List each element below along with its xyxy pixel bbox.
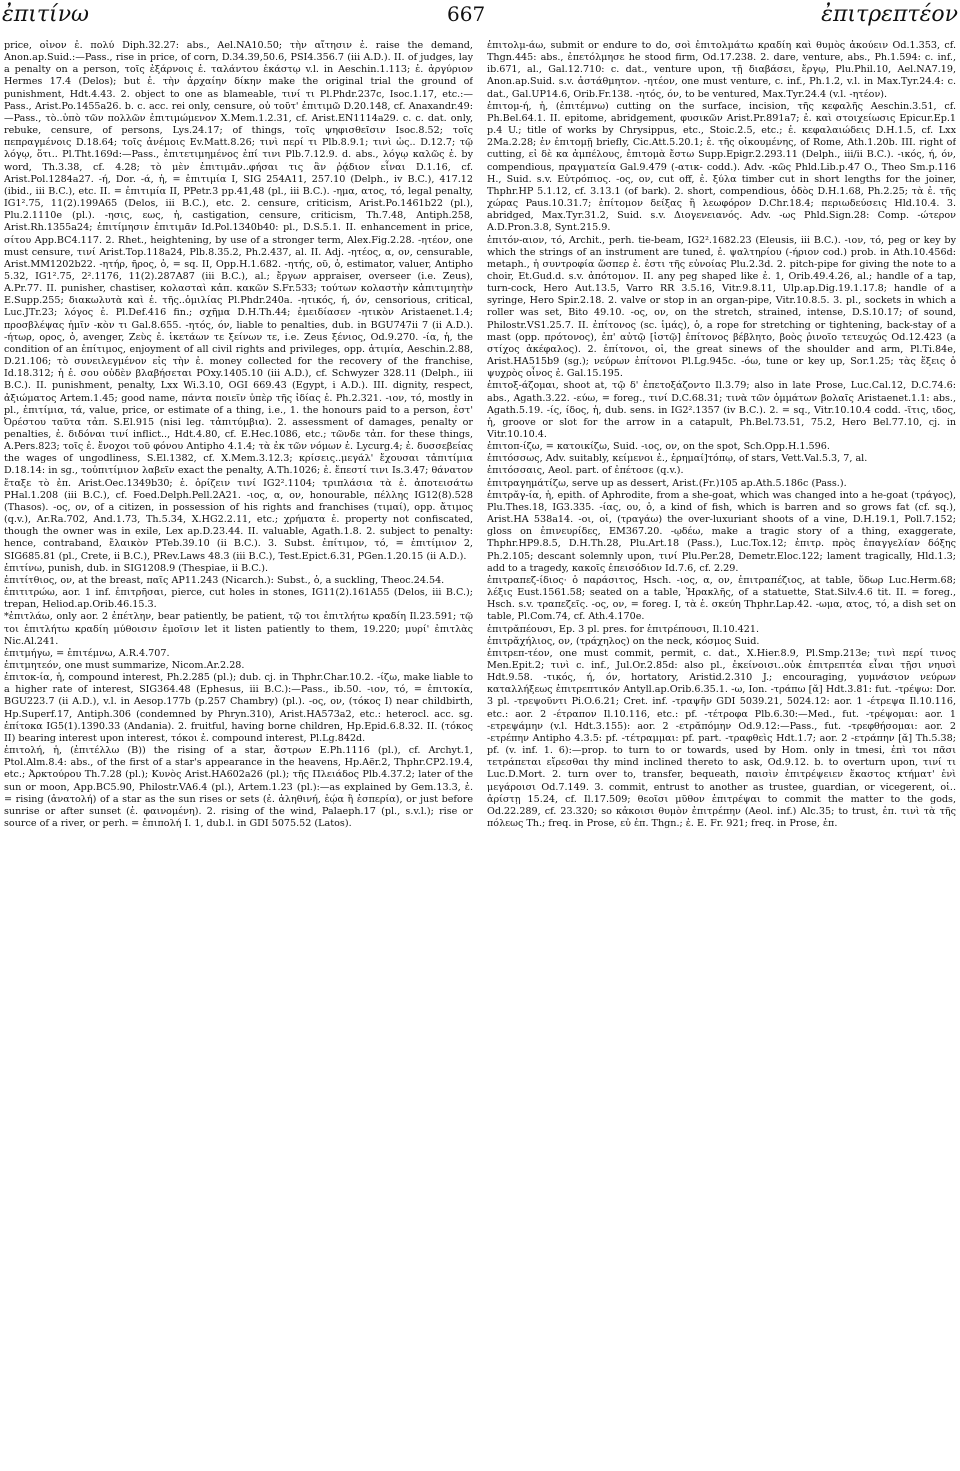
entry-paragraph: ἐπιτμητεόν, one must summarize, Nicom.Ar.2.28.	[4, 659, 245, 671]
entry-paragraph: ἐπιτολμ-άω, submit or endure to do, σοὶ ἐπιτολμάτω κραδίη καὶ θυμὸς ἀκούειν Od.1.353, cf. Thgn.445: abs., ἐπετόλμησε he stood firm, Od.17.238. 2. dare, venture, abs., Ph.1.594: c. inf., ib.671, al., Gal.12.710: c. dat., venture upon, τῇ διαβάσει, ἔργῳ, Plu.Phil.10, Ael.NA7.19, Anon.ap.Suid. s.v. ἀστάθμητον. -ητέον, one must venture, c. inf., Ph.1.2, v.l. in Max.Tyr.24.4: c. dat., Gal.UP14.6, Orib.Fr.138. -ητός, όν, to be ventured, Max.Tyr.24.4 (v.l. -ητέον).	[487, 40, 956, 100]
entry-paragraph: ἐπιτόσσαις, Aeol. part. of ἐπέτοσε (q.v.).	[487, 465, 684, 477]
entry-paragraph: ἐπιτολή, ἡ, (ἐπιτέλλω (B)) the rising of a star, ἄστρων E.Ph.1116 (pl.), cf. Archyt.1, Ptol.Alm.8.4: abs., of the first of a star's appearance in the heavens, Hp.Aër.2, Thphr.CP2.19.4, etc.; Ἀρκτούρου Th.7.28 (pl.); Κυνὸς Arist.HA602a26 (pl.); τῆς Πλειάδος Plb.4.37.2; later of the sun or moon, App.BC5.90, Philostr.VA6.4 (pl.), Artem.1.23 (pl.):—as explained by Gem.13.3, ἐ. = rising (ἀνατολή) of a star as the sun rises or sets (ἐ. ἀληθινή, ἑῴα ἢ ἑσπερία), or just before sunrise or after sunset (ἐ. φαινομένη). 2. rising of the wind, Palaeph.17 (pl., s.v.l.); rise or source of a river, or perh. = ἐπιπολή I. 1, dub.l. in GDI 5075.52 (Latos).	[4, 745, 473, 829]
entry-paragraph: ἐπιτοξ-άζομαι, shoot at, τῷ δ' ἐπετοξάζοντο Il.3.79; also in late Prose, Luc.Cal.12, D.C.74.6: abs., Agath.3.22. -εύω, = foreg., τινί D.C.68.31; τινὰ τῶν ὀμμάτων βολαῖς Aristaenet.1.1: abs., Agath.5.19. -ίς, ίδος, ἡ, dub. sens. in IG2².1357 (iv B.C.). 2. = sq., Vitr.10.10.4 codd. -ῖτις, ιδος, ἡ, groove or slot for the arrow in a catapult, Ph.Bel.73.51, 75.2, Hero Bel.77.10, cj. in Vitr.10.10.4.	[487, 380, 956, 440]
right-column	[487, 40, 956, 1465]
entry-paragraph: *ἐπιτλάω, only aor. 2 ἐπέτλην, bear patiently, be patient, τῷ τοι ἐπιτλήτω κραδίη Il.23.591; τῷ τοι ἐπιτλήτω κραδίη μύθοισιν ἐμοῖσιν let it listen patiently to them, 19.220; μυρί' ἐπιτλὰς Nic.Al.241.	[4, 611, 473, 647]
entry-paragraph: ἐπιτρᾰπέουσι, Ep. 3 pl. pres. for ἐπιτρέπουσι, Il.10.421.	[487, 623, 760, 635]
entry-paragraph: ἐπιτοκ-ία, ἡ, compound interest, Ph.2.285 (pl.); dub. cj. in Thphr.Char.10.2. -ίζω, make liable to a higher rate of interest, SIG364.48 (Ephesus, iii B.C.):—Pass., ib.50. -ιον, τό, = ἐπιτοκία, BGU223.7 (ii A.D.), v.l. in Aesop.177b (p.257 Chambry) (pl.). -ος, ον, (τόκος I) near childbirth, Hp.Superf.17, Antiph.306 (condemned by Phryn.310), Arist.HA573a2, etc.: heterocl. acc. sg. ἐπίτοκα IG5(1).1390.33 (Andania). 2. fruitful, having borne children, Hp.Epid.6.8.32. II. (τόκος II) bearing interest upon interest, τόκοι ἐ. compound interest, Pl.Lg.842d.	[4, 672, 473, 744]
right-guide-word: ἐπιτρεπτέον	[821, 2, 958, 27]
entry-paragraph: ἐπιτρεπ-τέον, one must commit, permit, c. dat., X.Hier.8.9, Pl.Smp.213e; τινὶ περί τινος Men.Epit.2; τινὶ c. inf., Jul.Or.2.85d: also pl., ἐκείνοισι..οὐκ ἐπιτρεπτέα εἶναι τῇσι νηυσὶ Hdt.9.58. -τικός, ή, όν, hortatory, Aristid.2.310 J.; encouraging, γυμνάσιον νεύρων καταλλήξεως ἐπιτρεπτικόν Antyll.ap.Orib.6.35.1. -ω, Ion. -τράπω [ᾰ] Hdt.3.81: fut. -τρέψω: Dor. 3 pl. -τρεψοῦντι Pi.O.6.21; Cret. inf. -τραψῆν GDI 5039.21, 5024.12: aor. 1 -έτρεψα Il.10.116, etc.: aor. 2 -έτραπον Il.10.116, etc.: pf. -τέτροφα Plb.6.30:—Med., fut. -τρέψομαι: aor. 1 -ετρεψάμην (v.l. Hdt.3.155): aor. 2 -ετρᾰπόμην Od.9.12:—Pass., fut. -τρεφθήσομαι: aor. 2 -ετρέπην Antipho 4.3.5: pf. -τέτραμμαι: pf. part. -τραφθεὶς Hdt.1.7; aor. 2 -ετράπην [ᾰ] Th.5.38; pf. (v. inf. 1. 6):—prop. to turn to or towards, used by Hom. only in tmesi, ἐπὶ τοι πᾶσι τετράπεται εἴρεσθαι thy mind inclined thereto to ask, Od.9.12. b. to overturn upon, τινί τι Luc.D.Mort. 2. turn over to, transfer, bequeath, παισὶν ἐπιτρέψειεν ἕκαστος κτήματ' ἐνὶ μεγάροισι Od.7.149. 3. commit, entrust to another as trustee, guardian, or vicegerent, οἱ.. ἀρίστῃ 15.24, cf. Il.17.509; θεοῖσι μῦθον ἐπιτρέψαι to commit the matter to the gods, Od.22.289, cf. 23.320; so κἀκοισι θυμὸν ἐπιτρέπην (Aeol. inf.) Alc.35; to trust, ἐπ. τινὶ τὰ τῆς πόλεως Th.; freq. in Prose, εὐ ἐπ. Thgn.; ἐ. Ε. Fr. 921; freq. in Prose, ἐπ.	[487, 647, 956, 829]
entry-paragraph: ἐπιτραγημάτίζω, serve up as dessert, Arist.(Fr.)105 ap.Ath.5.186c (Pass.).	[487, 477, 847, 489]
entry-paragraph: ἐπιτμήγω, = ἐπιτέμνω, A.R.4.707.	[4, 647, 170, 659]
entry-paragraph: ἐπιτόσσως, Adv. suitably, κείμενοι ἐ., ἐρημαί]τόπῳ, of stars, Vett.Val.5.3, 7, al.	[487, 453, 868, 465]
left-guide-word: ἐπιτίνω	[2, 2, 90, 27]
left-column	[4, 40, 473, 1465]
entry-paragraph: ἐπιτοπ-ίζω, = κατοικίζω, Suid. -ιος, ον, on the spot, Sch.Opp.H.1.596.	[487, 441, 830, 453]
entry-paragraph: ἐπιτομ-ή, ἡ, (ἐπιτέμνω) cutting on the surface, incision, τῆς κεφαλῆς Aeschin.3.51, cf. Ph.Bel.64.1. II. epitome, abridgement, φυσικῶν Arist.Pr.891a7; ἐ. καὶ στοιχείωσις Epicur.Ep.1 p.4 U.; title of works by Chrysippus, etc., Stoic.2.5, etc.; ἐ. κεφαλαιώδεις D.H.1.5, cf. Lxx 2Ma.2.28; ἐν ἐπιτομῇ briefly, Cic.Att.5.20.1; ἐ. τῆς οἰκουμένης, of Rome, Ath.1.20b. III. right of cutting, εἰ δὲ κα ἀμπέλους, ἐπιτομὰ ἔστω Supp.Epigr.2.293.11 (Delph., iii/ii B.C.). -ικός, ή, όν, compendious, πραγματεία Gal.9.479 (-ατικ- codd.). Adv. -κῶς Phld.Lib.p.47 O., Theo Sm.p.116 H., Suid. s.v. Εὐτρόπιος. -ος, ον, cut off, ἐ. ξύλα timber cut in short lengths for the joiner, Thphr.HP 5.1.12, cf. 3.13.1 (of bark). 2. short, compendious, ὁδὸς D.H.1.68, Ph.2.25; τὰ ἐ. τῆς χώρας Paus.10.31.7; ἐπίτομον δείξας ἢ λεωφόρον D.Chr.18.4; περιωδεύσεις Hld.10.4. 3. abridged, Max.Tyr.31.2, Suid. s.v. Διογενειανός. Adv. -ως Phld.Sign.28: Comp. -ώτερον A.D.Pron.3.8, Synt.215.9.	[487, 100, 956, 234]
entry-paragraph: price, οἶνον ἐ. πολύ Diph.32.27: abs., Ael.NA10.50; τὴν αἴτησιν ἐ. raise the demand, Anon.ap.Suid.:—Pass., rise in price, of corn, D.34.39,50.6, PSI4.356.7 (iii A.D.). II. of judges, lay a penalty on a person, τοῖς ἐξάρνοις ἐ. ταλάντου ἑκάστῳ v.l. in Aeschin.1.113; ἐ. ἀργύριον Hermes 17.4 (Delos); but ἐ. τὴν ἀρχαίην δίκην make the original trial the ground of punishment, Hdt.4.43. 2. object to one as blameable, τινί τι Pl.Phdr.237c, Isoc.1.17, etc.:—Pass., Arist.Po.1455a26. b. c. acc. rei only, censure, οὐ τοῦτ' ἐπιτιμῶ D.20.148, cf. Anaxandr.49:—Pass., τὸ..ὑπὸ τῶν πολλῶν ἐπιτιμώμενον X.Mem.1.2.31, cf. Arist.EN1114a29. c. c. dat. only, rebuke, censure, of persons, Lys.24.17; of things, τοῖς ψηφισθεῖσιν Isoc.8.52; τοῖς πεπραγμένοις D.18.64; τοῖς ἀνέμοις Ev.Matt.8.26; τινὶ περί τι Plb.8.9.1; τινὶ ὡς.. D.12.7; τῷ λόγῳ, ὅτι.. Pl.Tht.169d:—Pass., ἐπιτετιμημένος ἐπί τινι Plb.7.12.9. d. abs., λόγῳ καλῶς ἐ. by word, Th.3.38, cf. 4.28; τὸ μὲν ἐπιτιμᾶν..φήσαι τις ἂν ῥᾴδιον εἶναι D.1.16, cf. Arist.Pol.1284a27. -ή, Dor. -ά, ἡ, = ἐπιτιμία I, SIG 254A11, 257.10 (Delph., iv B.C.), 417.12 (ibid., iii B.C.), etc. II. = ἐπιτιμία II, PPetr.3 pp.41,48 (pl., iii B.C.). -ημα, ατος, τό, legal penalty, IG1².75, 11(2).199A65 (Delos, iii B.C.), etc. 2. censure, criticism, Arist.Po.1461b22 (pl.), Plu.2.1110e (pl.). -ησις, εως, ἡ, castigation, censure, criticism, Th.7.48, Antiph.258, Arist.Rh.1355a24; ἐπιτίμησιν ἐπιτιμᾶν Id.Pol.1340b40: pl., D.S.5.1. II. enhancement in price, σίτου App.BC4.117. 2. Rhet., heightening, by use of a stronger term, Alex.Fig.2.28. -ητέον, one must censure, τινί Arist.Top.118a24, Plb.8.35.2, Ph.2.437, al. II. Adj. -ητέος, α, ον, censurable, Arist.MM1202b22. -ητήρ, ῆρος, ὁ, = sq. II, Opp.H.1.682. -ητής, οῦ, ὁ, estimator, valuer, Antipho 5.32, IG1².75, 2².1176, 11(2).287A87 (iii B.C.), al.; ἔργων appraiser, overseer (i.e. Zeus), A.Pr.77. II. punisher, chastiser, κολασταὶ κἀπ. κακῶν S.Fr.533; τούτων κολαστὴν κἀπιτιμητὴν E.Supp.255; διακωλυτὰ καὶ ἐ. τῆς..ὁμιλίας Pl.Phdr.240a. -ητικός, ή, όν, censorious, critical, Luc.JTr.23; λόγος ἐ. Pl.Def.416 fin.; σχῆμα D.H.Th.44; ἐμειδίασεν -ητικὸν Aristaenet.1.4; προσβλέψας ἡμῖν -κὸν τι Gal.8.655. -ητός, όν, liable to penalties, dub. in BGU747ii 7 (ii A.D.). -ήτωρ, ορος, ὁ, avenger, Ζεὺς ἐ. ἱκετάων τε ξείνων τε, i.e. Zeus ξένιος, Od.9.270. -ία, ἡ, the condition of an ἐπίτιμος, enjoyment of all civil rights and privileges, opp. ἀτιμία, Aeschin.2.88, D.21.106; τὸ συνειλεγμένον εἰς τὴν ἐ. money collected for the recovery of the franchise, Id.18.312; ἡ ἐ. σου οὐδὲν βλαβήσεται POxy.1405.10 (iii A.D.), cf. Schwyzer 328.11 (Delph., iii B.C.). II. punishment, penalty, Lxx Wi.3.10, OGI 669.43 (Egypt, i A.D.). III. dignity, respect, ἀξιώματος Artem.1.45; good name, πάντα ποιεῖν ὑπὲρ τῆς ἰδίας ἐ. Ph.2.321. -ιον, τό, mostly in pl., ἐπιτίμια, τά, value, price, or estimate of a thing, i.e., 1. the honours paid to a person, ἐστ' Ὀρέστου ταῦτα τἀπ. S.El.915 (nisi leg. τἀπιτύμβια). 2. assessment of damages, penalty or penalties, ἐ. διδόναι τινί inflict.., Hdt.4.80, cf. E.Hec.1086, etc.; τῶνδε τἀπ. for these things, A.Pers.823; τοῖς ἐ. ἔνοχοι τοῦ φόνου Antipho 4.1.4; τὰ ἐκ τῶν νόμων ἐ. Lycurg.4; ἐ. δυσσεβείας the wages of ungodliness, S.El.1382, cf. X.Mem.3.12.3; κρίσεις..μεγάλ' ἔχουσαι τἀπιτίμια D.18.14: in sg., τοὐπιτίμιον λαβεῖν exact the penalty, A.Th.1026; ἐ. ἔπεστί τινι Is.3.47; θάνατον ἔταξε τὸ ἐπ. Arist.Oec.1349b30; ἐ. ὁρίζειν τινί IG2².1104; τριπλάσια τὰ ἐ. ἀποτεισάτω PHal.1.208 (iii B.C.), cf. Foed.Delph.Pell.2A21. -ιος, α, ον, honourable, πέλλης IG12(8).528 (Thasos). -ος, ον, of a citizen, in possession of his rights and franchises (τιμαί), opp. ἄτιμος (q.v.), Ar.Ra.702, And.1.73, Th.5.34, X.HG2.2.11, etc.; χρήματα ἐ. property not confiscated, though the owner was in exile, Lex ap.D.23.44. II. valuable, Agath.1.8. 2. subject to penalty: hence, contraband, ἔλαικὸν PTeb.39.10 (ii B.C.). 3. Subst. ἐπίτιμον, τό, = ἐπιτίμιον 2, SIG685.81 (pl., Crete, ii B.C.), PRev.Laws 48.3 (iii B.C.), Test.Epict.6.31, PGen.1.20.15 (ii A.D.).	[4, 40, 473, 562]
entry-paragraph: ἐπιτιτρώω, aor. 1 inf. ἐπιτρῆσαι, pierce, cut holes in stones, IG11(2).161A55 (Delos, iii B.C.); trepan, Heliod.ap.Orib.46.15.3.	[4, 587, 473, 611]
entry-paragraph: ἐπιτρᾰχήλιος, ον, (τράχηλος) on the neck, κόσμος Suid.	[487, 635, 760, 647]
page-number: 667	[447, 2, 486, 26]
page-header	[0, 0, 960, 36]
entry-paragraph: ἐπιτίτθιος, ον, at the breast, παῖς AP11.243 (Nicarch.): Subst., ὁ, a suckling, Theoc.24.54.	[4, 574, 445, 586]
entry-paragraph: ἐπιτραπεζ-ίδιος· ὁ παράσιτος, Hsch. -ιος, α, ον, ἐπιτραπέζιος, at table, ὕδωρ Luc.Herm.68; λέξις Eust.1561.58; seated on a table, Ἡρακλῆς, of a statuette, Stat.Silv.4.6 tit. II. = foreg., Hsch. s.v. τραπεζεῖς. -ος, ον, = foreg. I, τὰ ἐ. σκεύη Thphr.Lap.42. -ωμα, ατος, τό, a dish set on table, Pl.Com.74, cf. Ath.4.170e.	[487, 574, 956, 623]
entry-paragraph: ἐπιτρᾰγ-ία, ἡ, epith. of Aphrodite, from a she-goat, which was changed into a he-goat (τράγος), Plu.Thes.18, IG3.335. -ίας, ου, ὁ, a kind of fish, which is barren and so grows fat (cf. sq.), Arist.HA 538a14. -οι, οἱ, (τραγάω) the over-luxuriant shoots of a vine, D.H.19.1, Poll.7.152; gloss on ἐπινευρίδες, EM367.20. -ῳδέω, make a tragic story of a thing, exaggerate, Thphr.HP9.8.5, D.H.Th.28, Plu.Art.18 (Pass.), Luc.Tox.12; ἐπιτρ. πρὸς ἐπαγγελίαν δόξης Ph.2.105; descant solemnly upon, τινί Plu.Per.28, Demetr.Eloc.122; lament tragically, Hld.1.3; add to a tragedy, κακοῖς ἐπεισόδιον Id.7.6, cf. 2.29.	[487, 489, 956, 574]
dictionary-columns	[4, 40, 956, 1465]
entry-paragraph: ἐπιτίνω, punish, dub. in SIG1208.9 (Thespiae, ii B.C.).	[4, 562, 269, 574]
entry-paragraph: ἐπιτόν-αιον, τό, Archit., perh. tie-beam, IG2².1682.23 (Eleusis, iii B.C.). -ιον, τό, peg or key by which the strings of an instrument are tuned, ἐ. ψαλτηρίου (-ήριον cod.) prob. in Ath.10.456d: metaph., ἡ συντροφία ὥσπερ ἐ. ἐστι τῆς εὐνοίας Plu.2.3d. 2. pitch-pipe for giving the note to a choir, Et.Gud.d. s.v. ἀπότομον. II. any peg shaped like ἐ. 1, Orib.49.4.26, al.; handle of a tap, turn-cock, Hero Aut.13.5, Varro RR 3.5.16, Vitr.9.8.11, Ulp.ap.Dig.19.1.17.8; handle of a syringe, Hero Spir.2.18. 2. valve or stop in an organ-pipe, Vitr.10.8.5. 3. pl., sockets in which a roller was set, Bito 49.10. -ος, ον, on the stretch, strained, intense, D.S.10.17; of sound, Philostr.VS1.25.7. II. ἐπίτονος (sc. ἱμάς), ὁ, a rope for stretching or tightening, back-stay of a mast (opp. πρότονος), ἐπ' αὐτῷ [ἱστῷ] ἐπίτονος βέβλητο, βοὸς ῥινοῖο τετευχώς Od.12.423 (a στίχος ἀκέφαλος). 2. ἐπίτονοι, οἱ, the great sinews of the shoulder and arm, Pl.Ti.84e, Arist.HA515b9 (sg.); νεύρων ἐπίτονοι Pl.Lg.945c. -όω, tune or key up, Sor.1.25; τὰς ἕξεις ὁ ψυχρὸς οἶνος ἐ. Gal.15.195.	[487, 234, 956, 380]
